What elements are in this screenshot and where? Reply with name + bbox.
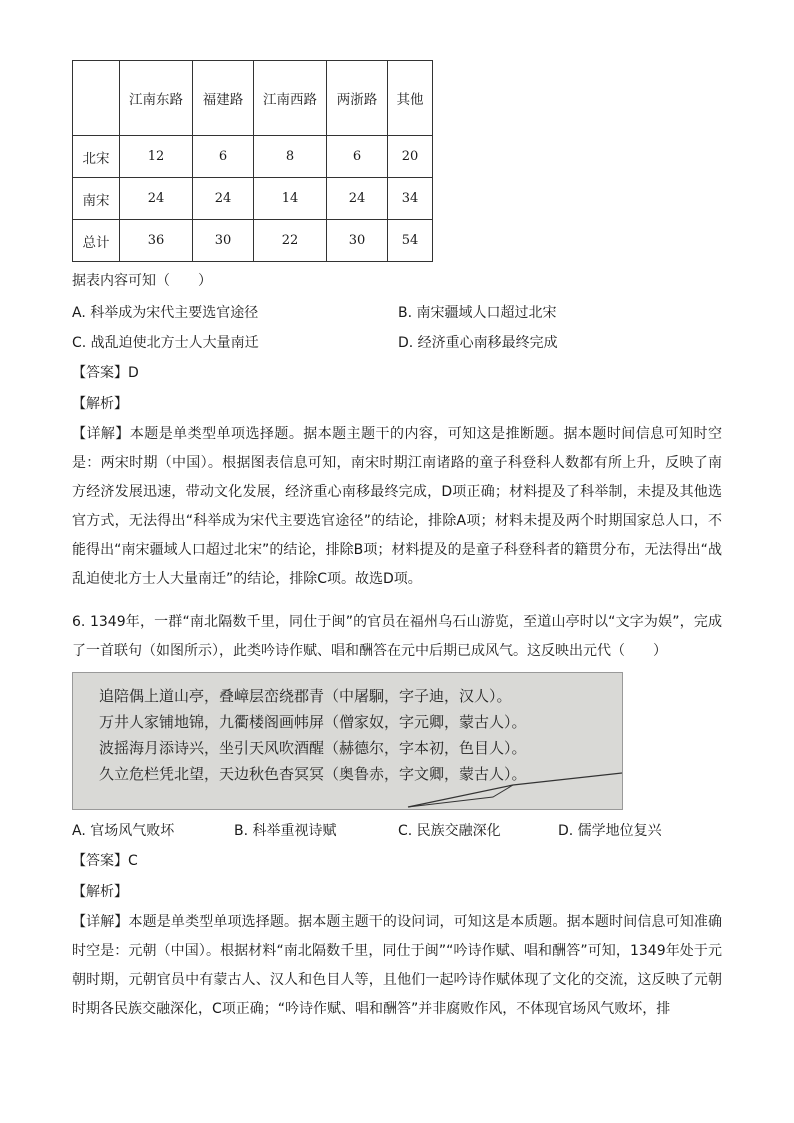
q6-analysis-title: 【解析】 [72,884,128,900]
q5-option-d: D. 经济重心南移最终完成 [398,335,558,351]
table-header-cell: 江南东路 [120,61,193,136]
table-header-row [73,61,433,136]
table-header-cell: 两浙路 [327,61,388,136]
table-cell: 8 [254,136,327,178]
poem-line: 波摇海月添诗兴，坐引天风吹酒醒（赫德尔，字本初，色目人）。 [99,739,527,757]
table-cell: 20 [388,136,433,178]
poem-line: 追陪偶上道山亭，叠嶂层峦绕郡青（中屠駉，字子迪，汉人）。 [99,687,512,705]
table-row-label: 北宋 [73,136,120,178]
table-header-cell: 江南西路 [254,61,327,136]
table-header-cell: 福建路 [193,61,254,136]
table-cell: 30 [193,220,254,262]
table-cell: 24 [327,178,388,220]
table-row [73,220,433,262]
q6-stem: 6. 1349年，一群“南北隔数千里，同仕于闽”的官员在福州乌石山游览，至道山亭时以“文字为娱”，完成了一首联句（如图所示），此类吟诗作赋、唱和酬答在元中后期已成风气。这反映出元代（ ） [72,614,722,659]
table-header-cell: 其他 [388,61,433,136]
q6-analysis-text: 【详解】本题是单类型单项选择题。据本题主题干的设问词，可知这是本质题。据本题时间信息可知准确时空是：元朝（中国）。根据材料“南北隔数千里，同仕于闽”“吟诗作赋、唱和酬答”可知，1349年处于元朝时期，元朝官员中有蒙古人、汉人和色目人等，且他们一起吟诗作赋体现了文化的交流，这反映了元朝时期各民族交融深化，C项正确；“吟诗作赋、唱和酬答”并非腐败作风，不体现官场风气败坏，排 [72,914,722,1017]
poem-line: 久立危栏凭北望，天边秋色杳冥冥（奥鲁赤，字文卿，蒙古人）。 [99,765,527,783]
table-row-label: 总计 [73,220,120,262]
table-cell: 14 [254,178,327,220]
scroll-curl-decoration [73,673,622,809]
q5-option-b: B. 南宋疆域人口超过北宋 [398,305,557,321]
q6-answer: 【答案】C [72,853,138,869]
table-cell: 54 [388,220,433,262]
table-cell: 24 [120,178,193,220]
data-table [72,60,433,262]
table-cell: 30 [327,220,388,262]
q6-option-c: C. 民族交融深化 [398,823,501,839]
table-cell: 36 [120,220,193,262]
q5-option-a: A. 科举成为宋代主要选官途径 [72,305,259,321]
q5-option-c: C. 战乱迫使北方士人大量南迁 [72,335,259,351]
table-row-label: 南宋 [73,178,120,220]
poem-image [72,672,623,810]
table-cell: 6 [327,136,388,178]
q6-option-d: D. 儒学地位复兴 [558,823,662,839]
table-cell: 6 [193,136,254,178]
table-row [73,136,433,178]
poem-line: 万井人家铺地锦，九衢楼阁画帏屏（僧家奴，字元卿，蒙古人）。 [99,713,527,731]
table-cell: 34 [388,178,433,220]
q6-option-b: B. 科举重视诗赋 [234,823,337,839]
q5-analysis-title: 【解析】 [72,396,128,412]
q5-stem: 据表内容可知（ ） [72,273,212,289]
table-cell: 12 [120,136,193,178]
table-cell: 22 [254,220,327,262]
table-row [73,178,433,220]
table-cell: 24 [193,178,254,220]
q5-analysis-text: 【详解】本题是单类型单项选择题。据本题主题干的内容，可知这是推断题。据本题时间信息可知时空是：两宋时期（中国）。根据图表信息可知，南宋时期江南诸路的童子科登科人数都有所上升，反映了南方经济发展迅速，带动文化发展，经济重心南移最终完成，D项正确；材料提及了科举制，未提及其他选官方式，无法得出“科举成为宋代主要选官途径”的结论，排除A项；材料未提及两个时期国家总人口，不能得出“南宋疆域人口超过北宋”的结论，排除B项；材料提及的是童子科登科者的籍贯分布，无法得出“战乱迫使北方士人大量南迁”的结论，排除C项。故选D项。 [72,426,722,587]
q5-answer: 【答案】D [72,365,139,381]
q6-option-a: A. 官场风气败坏 [72,823,175,839]
table-corner-cell [73,61,120,136]
